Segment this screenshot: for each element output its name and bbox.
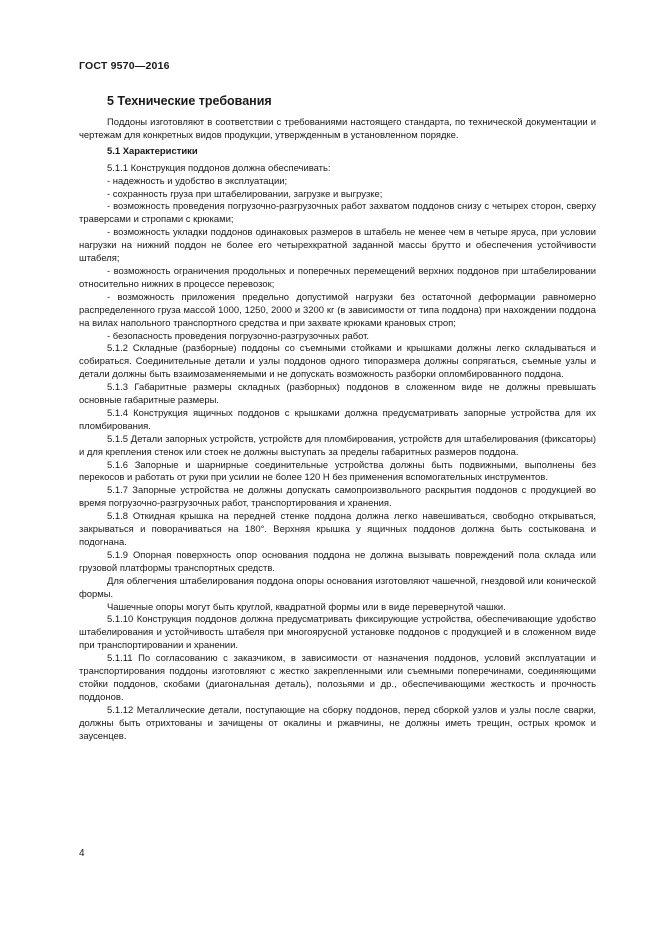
paragraph: Чашечные опоры могут быть круглой, квадратной формы или в виде перевернутой чашки. [107,601,506,613]
paragraph: 5.1.5 Детали запорных устройств, устройств для пломбирования, устройств для штабелирования (фиксаторы) и для крепления стенок или стоек не должны выступать за пределы габаритных размеров поддона. [79,433,596,458]
paragraph: 5.1.9 Опорная поверхность опор основания поддона не должна вызывать повреждений пола склада или грузовой платформы транспортных средств. [79,549,596,574]
paragraph: 5.1.11 По согласованию с заказчиком, в зависимости от назначения поддонов, условий эксплуатации и транспортирования поддоны изготовляют с жестко закрепленными или съемными поперечинами, соединяющими стойки поддонов, скобами (диагональная деталь), полозьями и др., обеспечивающими жесткость и прочность поддонов. [79,653,596,703]
document-body [79,117,596,744]
intro-paragraph: Поддоны изготовляют в соответствии с требованиями настоящего стандарта, по технической документации и чертежам для конкретных видов продукции, утвержденным в установленном порядке. [79,117,596,141]
list-item: - возможность укладки поддонов одинаковых размеров в штабель не менее чем в четыре яруса, при условии нагрузки на нижний поддон не более его четырехкратной заданной массы брутто и обеспечения устойчивости штабеля; [79,227,596,265]
list-item: - безопасность проведения погрузочно-разгрузочных работ. [107,330,370,342]
subsection-title: 5.1 Характеристики [107,145,198,157]
paragraph: 5.1.6 Запорные и шарнирные соединительные устройства должны быть подвижными, выполнены без перекосов и работать от руки при усилии не более 120 Н без применения вспомогательных инструментов. [79,459,596,484]
page-number: 4 [79,848,85,859]
list-item: - возможность ограничения продольных и поперечных перемещений верхних поддонов при штабелировании относительно нижних в процессе перевозок; [79,265,596,290]
paragraph: 5.1.7 Запорные устройства не должны допускать самопроизвольного раскрытия поддонов с продукцией во время погрузочно-разгрузочных работ, транспортирования и хранения. [79,485,596,510]
list-item: - возможность проведения погрузочно-разгрузочных работ захватом поддонов снизу с четырех сторон, сверху траверсами и стропами с крюками; [79,201,596,226]
paragraph: 5.1.3 Габаритные размеры складных (разборных) поддонов в сложенном виде не должны превышать основные габаритные размеры. [79,382,596,407]
paragraph: 5.1.8 Откидная крышка на передней стенке поддона должна легко навешиваться, свободно открываться, закрываться и поворачиваться на 180°. Верхняя крышка у ящичных поддонов должна быть состыкована и подогнана. [79,511,596,548]
list-item: - надежность и удобство в эксплуатации; [107,175,288,187]
section-title: 5 Технические требования [107,94,272,108]
paragraph: Для облегчения штабелирования поддона опоры основания изготовляют чашечной, гнездовой или конической формы. [79,575,596,600]
paragraph: 5.1.1 Конструкция поддонов должна обеспечивать: [107,162,331,174]
document-header: ГОСТ 9570—2016 [79,60,170,72]
list-item: - возможность приложения предельно допустимой нагрузки без остаточной деформации равномерно распределенного груза массой 1000, 1250, 2000 и 3200 кг (в зависимости от типа поддона) при нахождении поддона на вилах напольного транспортного средства и при захвате крюками крановых строп; [79,291,596,329]
paragraph: 5.1.2 Складные (разборные) поддоны со съемными стойками и крышками должны легко складываться и собираться. Соединительные детали и узлы поддонов одного типоразмера должны сопрягаться, съемные узлы и детали должны быть взаимозаменяемыми и не допускать возможность разборки опломбированного поддона. [79,343,596,381]
paragraph: 5.1.12 Металлические детали, поступающие на сборку поддонов, перед сборкой узлов и узлы после сварки, должны быть отрихтованы и зачищены от окалины и ржавчины, не должны иметь трещин, острых кромок и заусенцев. [79,704,596,742]
paragraph: 5.1.10 Конструкция поддонов должна предусматривать фиксирующие устройства, обеспечивающие удобство штабелирования и устойчивость штабеля при многоярусной установке поддонов с продукцией и в сложенном виде при транспортировании и хранении. [79,614,596,652]
paragraph: 5.1.4 Конструкция ящичных поддонов с крышками должна предусматривать запорные устройства для их пломбирования. [79,407,596,432]
list-item: - сохранность груза при штабелировании, загрузке и выгрузке; [107,188,383,200]
